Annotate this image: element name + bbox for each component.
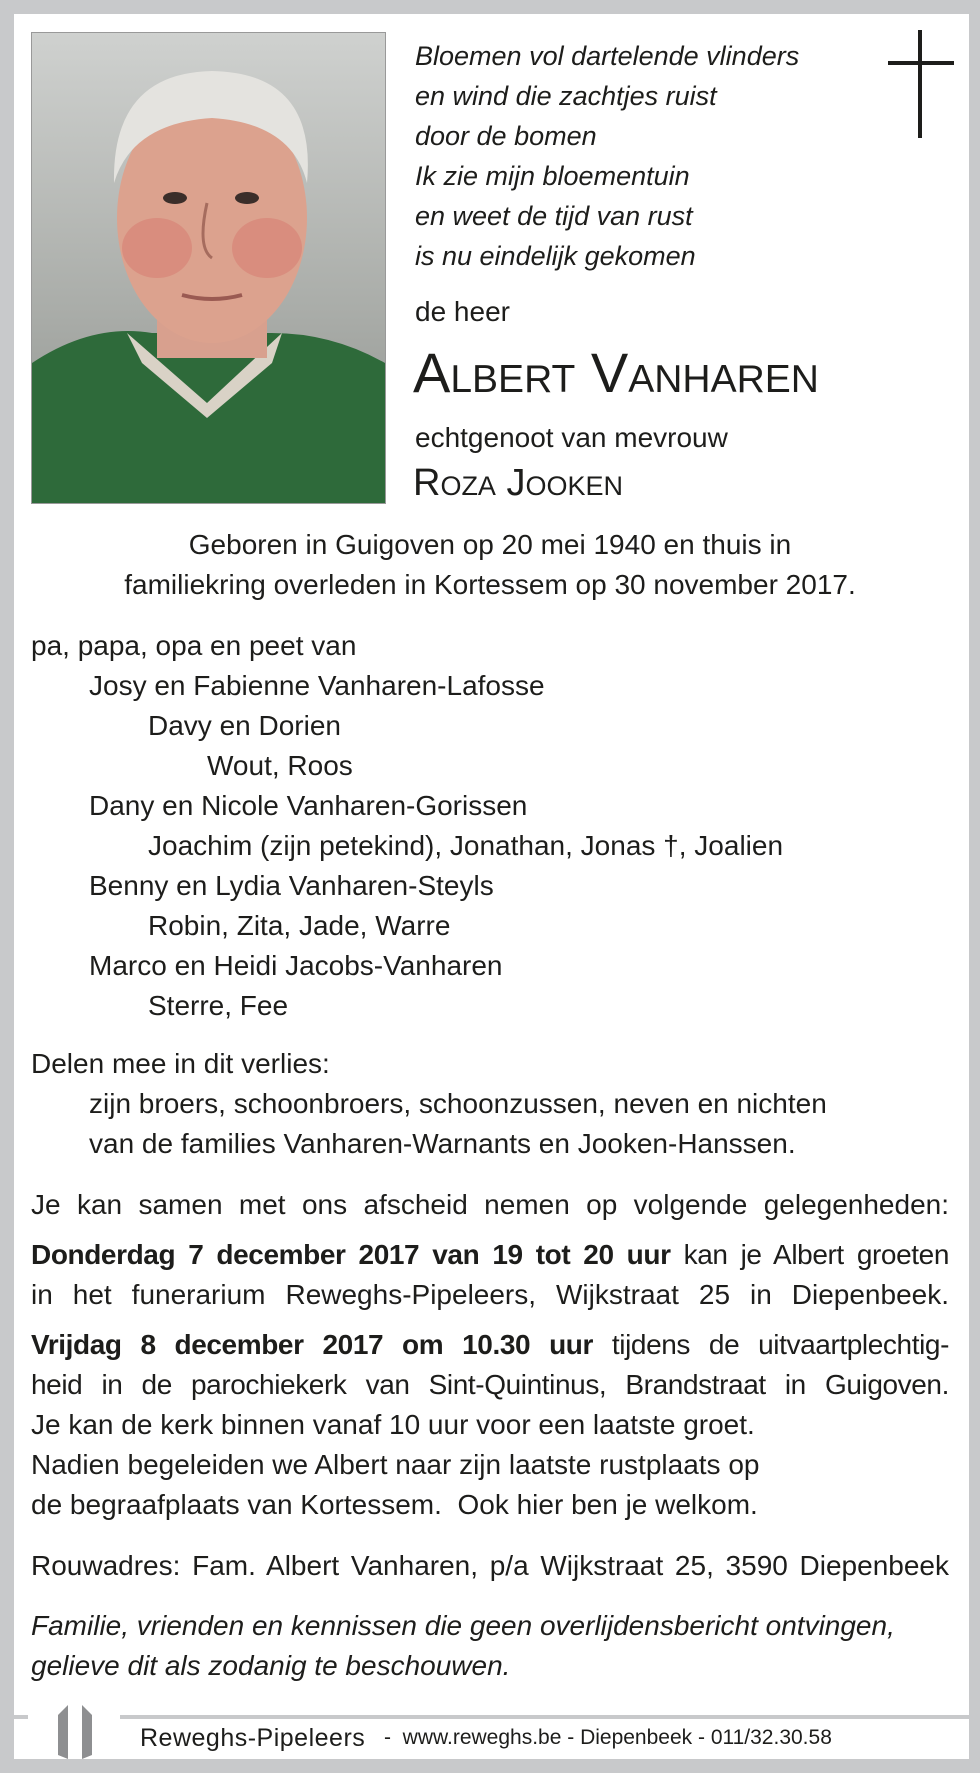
visitation-line [31, 1239, 949, 1271]
poem-line: Ik zie mijn bloementuin [415, 161, 690, 191]
family-member: Benny en Lydia Vanharen-Steyls [89, 870, 494, 901]
portrait-photo [31, 32, 386, 504]
share-line: van de families Vanharen-Warnants en Jooken-Hanssen. [89, 1128, 796, 1159]
visitation-text: kan je Albert groeten [670, 1239, 950, 1270]
family-member: Marco en Heidi Jacobs-Vanharen [89, 950, 503, 981]
footer-company: Reweghs-Pipeleers [140, 1724, 366, 1752]
poem-line: en weet de tijd van rust [415, 201, 693, 231]
footer-divider [14, 1715, 28, 1719]
birth-line: Geboren in Guigoven op 20 mei 1940 en thuis in [188, 529, 792, 560]
farewell-intro: Je kan samen met ons afscheid nemen op volgende gelegenheden: [31, 1189, 949, 1220]
spouse-label: echtgenoot van mevrouw [415, 422, 728, 453]
family-member: Dany en Nicole Vanharen-Gorissen [89, 790, 528, 821]
visitation-date: Donderdag 7 december 2017 van 19 tot 20 uur [31, 1239, 671, 1270]
share-line: zijn broers, schoonbroers, schoonzussen, neven en nichten [89, 1088, 827, 1119]
poem-line: door de bomen [415, 121, 597, 151]
family-member: Josy en Fabienne Vanharen-Lafosse [89, 670, 545, 701]
funeral-line: Je kan de kerk binnen vanaf 10 uur voor een laatste groet. [31, 1409, 755, 1440]
poem-line: en wind die zachtjes ruist [415, 81, 717, 111]
title-prefix: de heer [415, 296, 510, 327]
family-member: Sterre, Fee [148, 990, 289, 1021]
funeral-line: de begraafplaats van Kortessem. Ook hier ben je welkom. [31, 1489, 758, 1520]
funeral-line [31, 1329, 949, 1361]
address: Rouwadres: Fam. Albert Vanharen, p/a Wijkstraat 25, 3590 Diepenbeek [31, 1550, 949, 1581]
funeral-text: tijdens de uitvaartplechtig- [593, 1329, 949, 1360]
closing-line: Familie, vrienden en kennissen die geen overlijdensbericht ontvingen, [31, 1610, 895, 1641]
cross-icon [888, 30, 954, 138]
family-member: Wout, Roos [207, 750, 353, 781]
spouse-name: Roza Jooken [413, 462, 624, 504]
funeral-date: Vrijdag 8 december 2017 om 10.30 uur [31, 1329, 593, 1360]
family-intro: pa, papa, opa en peet van [31, 630, 357, 661]
visitation-location: in het funerarium Reweghs-Pipeleers, Wijkstraat 25 in Diepenbeek. [31, 1279, 949, 1310]
funeral-home-logo-icon [58, 1705, 114, 1759]
death-line: familiekring overleden in Kortessem op 30 november 2017. [124, 569, 856, 600]
poem-line: Bloemen vol dartelende vlinders [415, 41, 800, 71]
footer-divider [120, 1715, 969, 1719]
closing-line: gelieve dit als zodanig te beschouwen. [31, 1650, 511, 1681]
share-intro: Delen mee in dit verlies: [31, 1048, 330, 1079]
footer-details: - www.reweghs.be - Diepenbeek - 011/32.30.58 [384, 1726, 832, 1749]
funeral-line: Nadien begeleiden we Albert naar zijn laatste rustplaats op [31, 1449, 760, 1480]
funeral-line: heid in de parochiekerk van Sint-Quintinus, Brandstraat in Guigoven. [31, 1369, 949, 1400]
family-member: Davy en Dorien [148, 710, 341, 741]
deceased-name: Albert Vanharen [413, 341, 819, 404]
poem [415, 36, 799, 276]
poem-line: is nu eindelijk gekomen [415, 241, 696, 271]
family-member: Joachim (zijn petekind), Jonathan, Jonas †, Joalien [148, 830, 784, 861]
family-member: Robin, Zita, Jade, Warre [148, 910, 451, 941]
